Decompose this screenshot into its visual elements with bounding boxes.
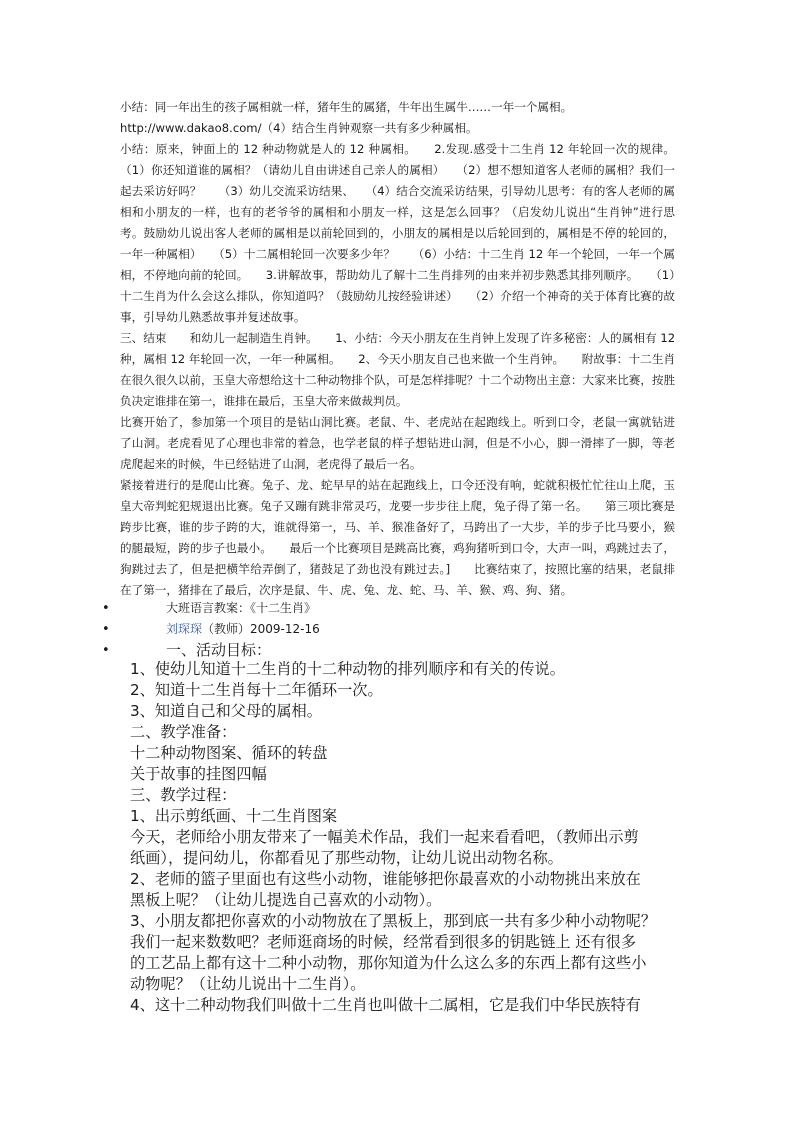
lesson-line: 动物呢？（让幼儿说出十二生肖）。 <box>130 975 366 993</box>
post-date: （教师）2009-12-16 <box>202 622 320 636</box>
bullet-icon: • <box>102 622 110 637</box>
ending-paragraph: 三、结束 和幼儿一起制造生肖钟。 1、小结：今天小朋友在生肖钟上发现了许多秘密：人的属相有 12 种，属相 12 年轮回一次，一年一种属相。 2、今天小朋友自己也来做一个生肖钟。 附故事：十二生肖 在很久很久以前，玉皇大帝想给这十二种动物排个队，可是怎样排呢？十二个动物出主意：大家来比赛，按胜负决定谁排在第一，谁排在最后，玉皇大帝来做裁判员。 <box>120 331 698 408</box>
story-paragraph-2: 紧接着进行的是爬山比赛。兔子、龙、蛇早早的站在起跑线上，口令还没有响，蛇就积极忙忙往山上爬，玉皇大帝判蛇犯规退出比赛。兔子又蹦有跳非常灵巧，龙要一步步往上爬，兔子得了第一名。 第三项比赛是跨步比赛，谁的步子跨的大，谁就得第一，马、羊、猴准备好了，马跨出了一大步，羊的步子比马要小，猴的腿最短，跨的步子也最小。 最后一个比赛项目是跳高比赛，鸡狗猪听到口令，大声一叫，鸡跳过去了，狗跳过去了，但是把横竿给弄倒了，猪鼓足了劲也没有跳过去。] 比赛结束了，按照比塞的结果，老鼠排在了第一，猪排在了最后，次序是鼠、牛、虎、兔、龙、蛇、马、羊、猴、鸡、狗、猪。 <box>120 478 675 597</box>
bullet-list <box>0 598 793 661</box>
upper-text-block <box>120 97 698 601</box>
lesson-line: 4、这十二种动物我们叫做十二生肖也叫做十二属相，它是我们中华民族特有 <box>130 996 641 1014</box>
summary-paragraph-1: 小结：同一年出生的孩子属相就一样，猪年生的属猪，牛年出生属牛……一年一个属相。 <box>120 100 573 114</box>
lesson-line: 3、小朋友都把你喜欢的小动物放在了黑板上，那到底一共有多少种小动物呢？ <box>130 912 657 930</box>
goals-heading: 一、活动目标： <box>166 641 272 659</box>
bullet-item-author <box>0 619 793 640</box>
lesson-line: 二、教学准备： <box>130 723 237 741</box>
lesson-line: 三、教学过程： <box>130 786 237 804</box>
lesson-line: 3、知道自己和父母的属相。 <box>130 702 322 720</box>
bullet-icon: • <box>102 643 110 658</box>
lesson-line: 1、出示剪纸画、十二生肖图案 <box>130 807 338 825</box>
lesson-line: 十二种动物图案、循环的转盘 <box>130 744 328 762</box>
lesson-line: 2、知道十二生肖每十二年循环一次。 <box>130 681 383 699</box>
lesson-title: 大班语言教案：《十二生肖》 <box>166 601 317 615</box>
lesson-line: 我们一起来数数吧？老师逛商场的时候，经常看到很多的钥匙链上 还有很多 <box>130 933 637 951</box>
summary-paragraph-2: 小结：原来，钟面上的 12 种动物就是人的 12 种属相。 2.发现.感受十二生肖 12 年轮回一次的规律。（1）你还知道谁的属相？（请幼儿自由讲述自己亲人的属相） （2）想不想知道客人老师的属相？我们一起去采访好吗？ （3）幼儿交流采访结果、 （4）结合交流采访结果，引导幼儿思考：有的客人老师的属相和小朋友的一样，也有的老爷爷的属相和小朋友一样，这是怎么回事？（启发幼儿说出“生肖钟”进行思考。鼓励幼儿说出客人老师的属相是以前轮回到的，小朋友的属相是以后轮回到的，属相是不停的轮回的，一年一种属相） （5）十二属相轮回一次要多少年？ （6）小结：十二生肖 12 年一个轮回，一年一个属相，不停地向前的轮回。 3.讲解故事，帮助幼儿了解十二生肖排列的由来并初步熟悉其排列顺序。 （1）十二生肖为什么会这么排队，你知道吗？（鼓励幼儿按经验讲述） （2）介绍一个神奇的关于体育比赛的故事，引导幼儿熟悉故事并复述故事。 <box>120 142 675 324</box>
author-line <box>166 619 320 640</box>
lesson-plan-body <box>130 659 675 1016</box>
lesson-line: 黑板上呢？（让幼儿提选自己喜欢的小动物）。 <box>130 891 442 909</box>
lesson-line: 1、使幼儿知道十二生肖的十二种动物的排列顺序和有关的传说。 <box>130 660 565 678</box>
lesson-line: 关于故事的挂图四幅 <box>130 765 267 783</box>
bullet-item-title <box>0 598 793 619</box>
lesson-line: 2、老师的篮子里面也有这些小动物，谁能够把你最喜欢的小动物挑出来放在 <box>130 870 641 888</box>
bullet-icon: • <box>102 601 110 616</box>
lesson-line: 纸画），提问幼儿，你都看见了那些动物，让幼儿说出动物名称。 <box>130 849 563 867</box>
story-paragraph-1: 比赛开始了，参加第一个项目的是钻山洞比赛。老鼠、牛、老虎站在起跑线上。听到口令，老鼠一寓就钻进了山洞。老虎看见了心理也非常的着急，也学老鼠的样子想钻进山洞，但是不小心，脚一滑摔了一脚，等老虎爬起来的时候，牛已经钻进了山洞，老虎得了最后一名。 <box>120 415 675 471</box>
url-paragraph: http://www.dakao8.com/（4）结合生肖钟观察一共有多少种属相。 <box>120 121 478 135</box>
author-link[interactable]: 刘琛琛 <box>166 622 203 636</box>
lesson-line: 今天，老师给小朋友带来了一幅美术作品，我们一起来看看吧，（教师出示剪 <box>130 828 639 846</box>
lesson-line: 的工艺品上都有这十二种小动物，那你知道为什么这么多的东西上都有这些小 <box>130 954 647 972</box>
bullet-item-goals <box>0 640 793 661</box>
